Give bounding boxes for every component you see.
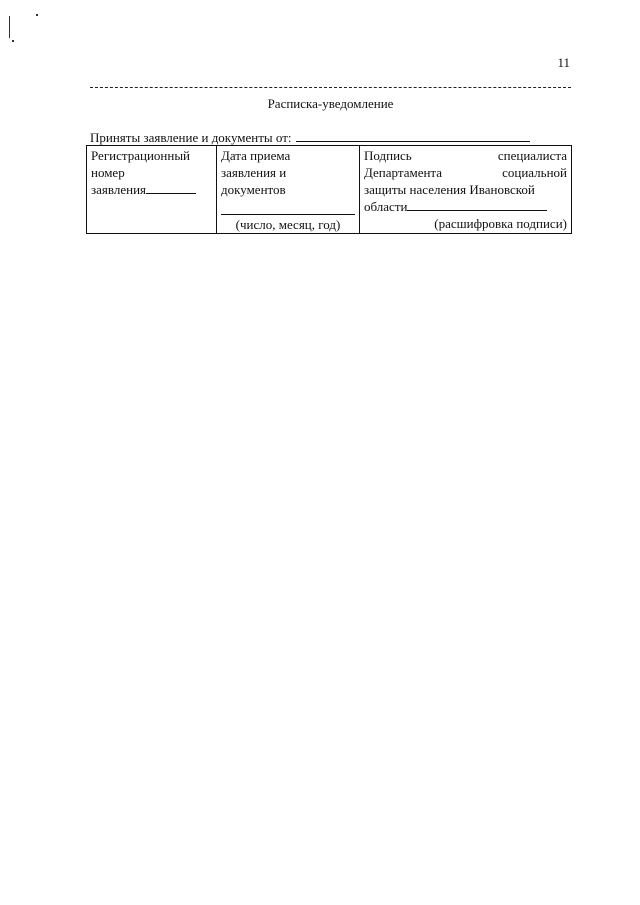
signature-blank bbox=[407, 198, 547, 211]
date-caption: (число, месяц, год) bbox=[235, 217, 341, 232]
signature-line1 bbox=[364, 147, 567, 164]
page-number: 11 bbox=[557, 55, 570, 70]
date-line1: Дата приема bbox=[221, 148, 291, 163]
scan-mark bbox=[9, 16, 10, 38]
scan-dot bbox=[12, 40, 14, 42]
signature-line2-a: Департамента bbox=[364, 165, 443, 180]
received-from-label: Приняты заявление и документы от: bbox=[90, 130, 292, 145]
reg-number-label: заявления bbox=[91, 182, 147, 197]
date-cell bbox=[217, 146, 360, 234]
received-from-line bbox=[90, 129, 571, 146]
received-from-blank bbox=[296, 129, 530, 142]
signature-caption: (расшифровка подписи) bbox=[434, 216, 567, 231]
date-line3: документов bbox=[221, 182, 286, 197]
reg-number-blank bbox=[146, 181, 196, 194]
document-title: Расписка-уведомление bbox=[267, 96, 394, 111]
signature-line3: защиты населения Ивановской bbox=[364, 182, 535, 197]
signature-line2-b: социальной bbox=[502, 165, 567, 180]
receipt-table bbox=[86, 145, 572, 234]
cut-line bbox=[90, 87, 571, 88]
scan-dot bbox=[36, 14, 38, 16]
signature-line1-a: Подпись bbox=[364, 148, 412, 163]
date-line2: заявления и bbox=[221, 165, 287, 180]
signature-line1-b: специалиста bbox=[497, 148, 567, 163]
signature-line2 bbox=[364, 164, 567, 181]
reg-number-cell bbox=[87, 146, 217, 234]
reg-number-line2: номер bbox=[91, 165, 125, 180]
signature-cell bbox=[360, 146, 572, 234]
signature-line4 bbox=[364, 198, 567, 215]
signature-line4-label: области bbox=[364, 199, 408, 214]
reg-number-line1: Регистрационный bbox=[91, 148, 191, 163]
date-blank bbox=[221, 198, 355, 215]
reg-number-line3 bbox=[91, 181, 212, 198]
